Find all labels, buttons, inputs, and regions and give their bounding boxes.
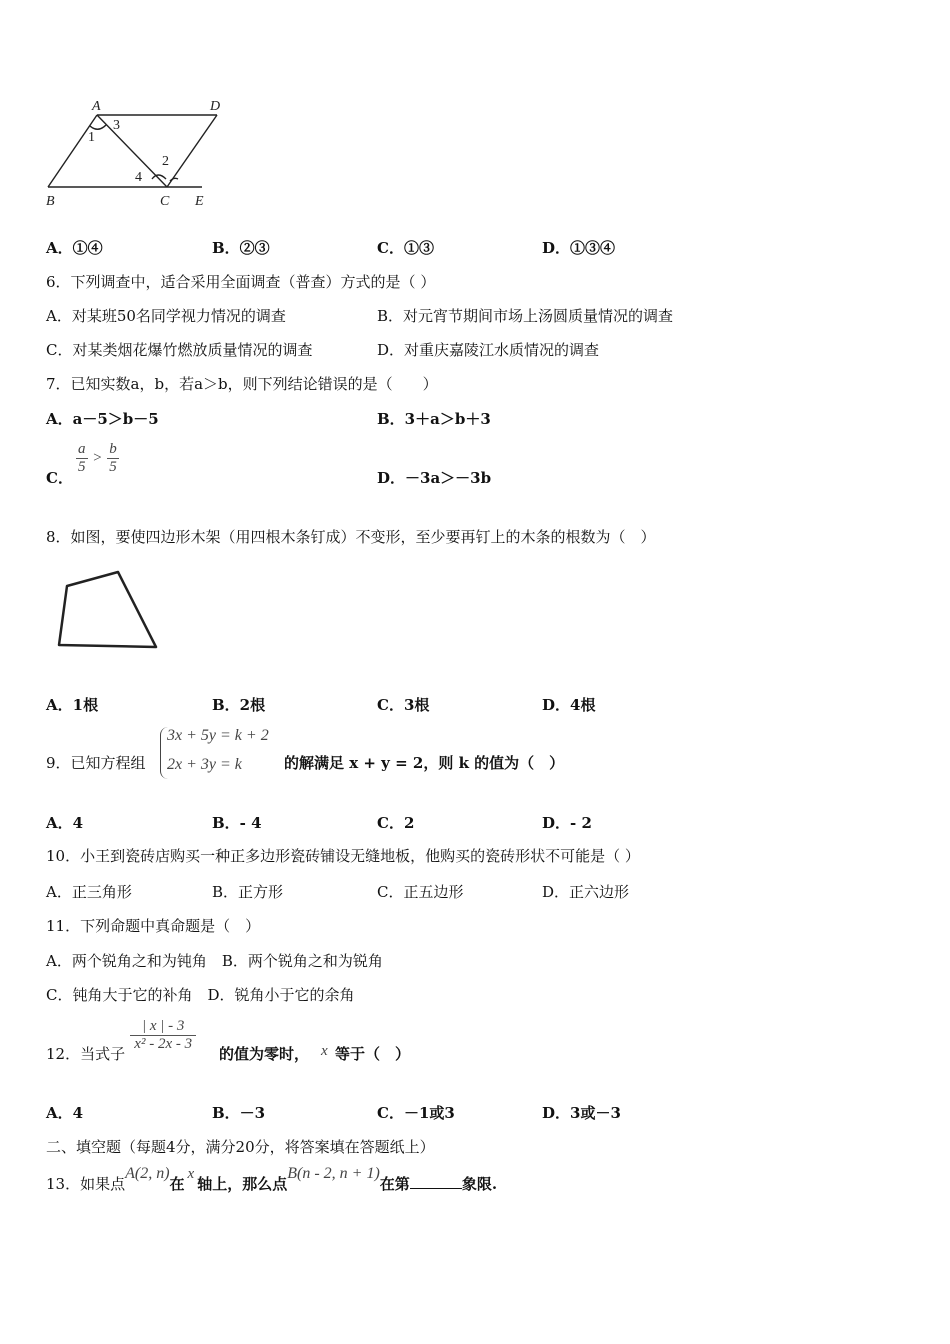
q6-option-a: A．对某班50名同学视力情况的调查 <box>46 307 286 325</box>
parallelogram-figure <box>40 95 240 213</box>
q7-option-a: A．a－5＞b－5 <box>46 410 159 428</box>
label-4: 4 <box>135 170 142 185</box>
q11-options-row1: A．两个锐角之和为钝角 B．两个锐角之和为锐角 <box>46 952 383 970</box>
q13-part4: 在第 <box>379 1175 410 1193</box>
q9-option-d: D．- 2 <box>542 814 592 832</box>
q7-option-b: B．3＋a＞b＋3 <box>377 410 491 428</box>
q12-option-c: C．－1或3 <box>377 1104 455 1122</box>
q12-fraction <box>130 1018 196 1053</box>
frac-b-num: b <box>109 441 117 457</box>
q12-suffix: 等于（ ） <box>335 1045 411 1063</box>
q9-equation-1: 3x + 5y = k + 2 <box>167 727 269 744</box>
q10-option-d: D．正六边形 <box>542 883 630 901</box>
q6-option-d: D．对重庆嘉陵江水质情况的调查 <box>377 341 600 359</box>
q11-options-row2: C．钝角大于它的补角 D．锐角小于它的余角 <box>46 986 355 1004</box>
q8-option-c: C．3根 <box>377 696 430 714</box>
q13-part5: 象限. <box>461 1175 498 1193</box>
q7-option-d: D．－3a＞－3b <box>377 469 492 487</box>
label-3: 3 <box>113 118 120 133</box>
q13-part2: 在 <box>169 1175 185 1193</box>
q7-option-c-label: C． <box>46 469 73 487</box>
q6-option-b: B．对元宵节期间市场上汤圆质量情况的调查 <box>377 307 674 325</box>
q10-stem: 10．小王到瓷砖店购买一种正多边形瓷砖铺设无缝地板，他购买的瓷砖形状不可能是（ ） <box>46 847 640 865</box>
q12-option-a: A．4 <box>46 1104 84 1122</box>
q13-point-b: B(n - 2, n + 1) <box>287 1165 380 1182</box>
gt-sign: > <box>92 450 103 466</box>
label-1: 1 <box>88 130 95 145</box>
label-D: D <box>210 99 221 114</box>
q8-option-d: D．4根 <box>542 696 596 714</box>
q8-option-a: A．1根 <box>46 696 99 714</box>
label-B: B <box>46 194 55 209</box>
q5-option-a: A．①④ <box>46 239 103 257</box>
q13-part3: 轴上，那么点 <box>197 1175 288 1193</box>
q5-option-b: B．②③ <box>212 239 270 257</box>
q13-answer-blank[interactable] <box>410 1174 462 1189</box>
frac-a-num: a <box>78 441 86 457</box>
q5-option-d: D．①③④ <box>542 239 616 257</box>
q12-denominator: x² - 2x - 3 <box>134 1036 193 1052</box>
q9-option-c: C．2 <box>377 814 415 832</box>
q9-equation-2: 2x + 3y = k <box>167 756 242 773</box>
q13-line <box>46 1162 498 1193</box>
q12-mid: 的值为零时， <box>219 1045 310 1063</box>
frac-a-den: 5 <box>78 459 86 475</box>
q12-option-b: B．－3 <box>212 1104 266 1122</box>
q13-part1: 13．如果点 <box>46 1175 126 1193</box>
quadrilateral-figure <box>50 565 170 660</box>
q12-numerator: | x | - 3 <box>130 1018 196 1036</box>
q13-point-a: A(2, n) <box>125 1165 170 1182</box>
q5-option-c: C．①③ <box>377 239 434 257</box>
q10-option-c: C．正五边形 <box>377 883 464 901</box>
q9-suffix: 的解满足 x + y = 2，则 k 的值为（ ） <box>284 754 565 772</box>
q9-prefix: 9．已知方程组 <box>46 754 146 772</box>
label-C: C <box>160 194 170 209</box>
q9-option-a: A．4 <box>46 814 84 832</box>
q12-prefix: 12．当式子 <box>46 1045 126 1063</box>
label-A: A <box>92 99 101 114</box>
q12-variable: x <box>321 1043 328 1059</box>
label-2: 2 <box>162 154 169 169</box>
q6-stem: 6．下列调查中，适合采用全面调查（普查）方式的是（ ） <box>46 273 436 291</box>
q9-option-b: B．- 4 <box>212 814 262 832</box>
q8-option-b: B．2根 <box>212 696 266 714</box>
q8-stem: 8．如图，要使四边形木架（用四根木条钉成）不变形，至少要再钉上的木条的根数为（ ） <box>46 528 656 546</box>
q13-variable: x <box>187 1166 195 1182</box>
frac-b-den: 5 <box>109 459 117 475</box>
q7-option-c-expression <box>76 441 119 476</box>
q10-option-a: A．正三角形 <box>46 883 132 901</box>
q6-option-c: C．对某类烟花爆竹燃放质量情况的调查 <box>46 341 313 359</box>
label-E: E <box>195 194 204 209</box>
q11-stem: 11．下列命题中真命题是（ ） <box>46 917 261 935</box>
section-heading: 二、填空题（每题4分，满分20分，将答案填在答题纸上） <box>46 1138 435 1156</box>
q12-option-d: D．3或－3 <box>542 1104 621 1122</box>
q7-stem: 7．已知实数a，b，若a＞b，则下列结论错误的是（ ） <box>46 375 438 393</box>
q10-option-b: B．正方形 <box>212 883 284 901</box>
